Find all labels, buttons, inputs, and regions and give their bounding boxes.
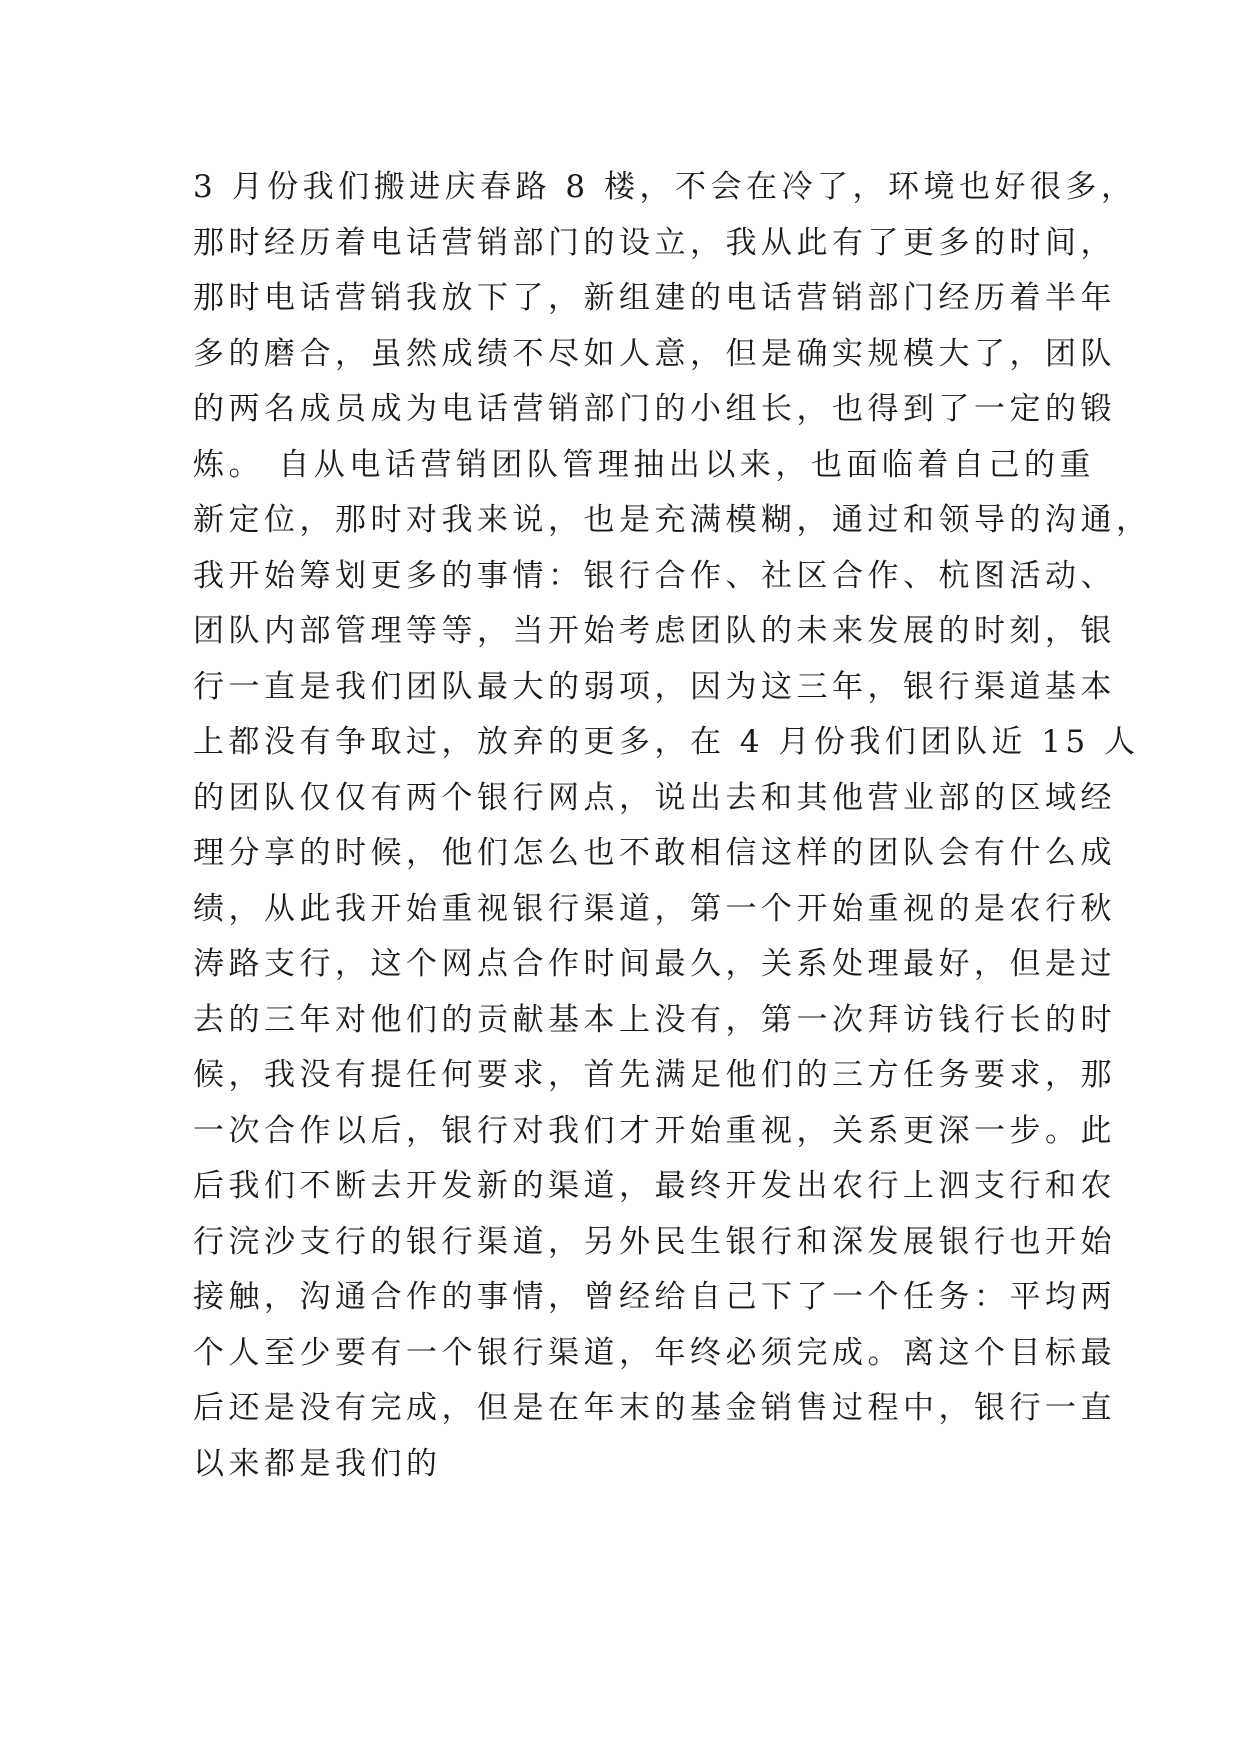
text-line: 接触，沟通合作的事情，曾经给自己下了一个任务：平均两 [193, 1279, 1116, 1315]
text-line: 行浣沙支行的银行渠道，另外民生银行和深发展银行也开始 [193, 1223, 1116, 1260]
text-line: 那时电话营销我放下了，新组建的电话营销部门经历着半年 [193, 280, 1116, 316]
text-line: 新定位，那时对我来说，也是充满模糊，通过和领导的沟通， [193, 502, 1152, 538]
text-line: 3 月份我们搬进庆春路 8 楼，不会在冷了，环境也好很多， [193, 169, 1137, 205]
text-line: 一次合作以后，银行对我们才开始重视，关系更深一步。此 [193, 1112, 1116, 1149]
text-line: 行一直是我们团队最大的弱项，因为这三年，银行渠道基本 [193, 668, 1116, 705]
text-line: 候，我没有提任何要求，首先满足他们的三方任务要求，那 [193, 1057, 1116, 1093]
text-line: 上都没有争取过，放弃的更多，在 4 月份我们团队近 15 人 [193, 724, 1140, 760]
text-line: 的两名成员成为电话营销部门的小组长，也得到了一定的锻 [193, 391, 1116, 427]
text-line: 涛路支行，这个网点合作时间最久，关系处理最好，但是过 [193, 946, 1116, 982]
text-line: 炼。 自从电话营销团队管理抽出以来，也面临着自己的重 [193, 446, 1095, 483]
text-line: 理分享的时候，他们怎么也不敢相信这样的团队会有什么成 [193, 835, 1116, 871]
text-line: 我开始筹划更多的事情：银行合作、社区合作、杭图活动、 [193, 557, 1116, 594]
text-line: 绩，从此我开始重视银行渠道，第一个开始重视的是农行秋 [193, 890, 1116, 927]
text-line: 以来都是我们的 [193, 1445, 442, 1482]
text-line: 去的三年对他们的贡献基本上没有，第一次拜访钱行长的时 [193, 1001, 1116, 1038]
text-line: 后我们不断去开发新的渠道，最终开发出农行上泗支行和农 [193, 1168, 1116, 1204]
text-line: 后还是没有完成，但是在年末的基金销售过程中，银行一直 [193, 1390, 1116, 1426]
text-line: 的团队仅仅有两个银行网点，说出去和其他营业部的区域经 [193, 779, 1116, 816]
text-line: 团队内部管理等等，当开始考虑团队的未来发展的时刻，银 [193, 613, 1116, 649]
text-line: 那时经历着电话营销部门的设立，我从此有了更多的时间， [193, 224, 1116, 261]
body-paragraph [193, 160, 1152, 1492]
text-line: 多的磨合，虽然成绩不尽如人意，但是确实规模大了，团队 [193, 335, 1116, 372]
text-line: 个人至少要有一个银行渠道，年终必须完成。离这个目标最 [193, 1334, 1116, 1371]
